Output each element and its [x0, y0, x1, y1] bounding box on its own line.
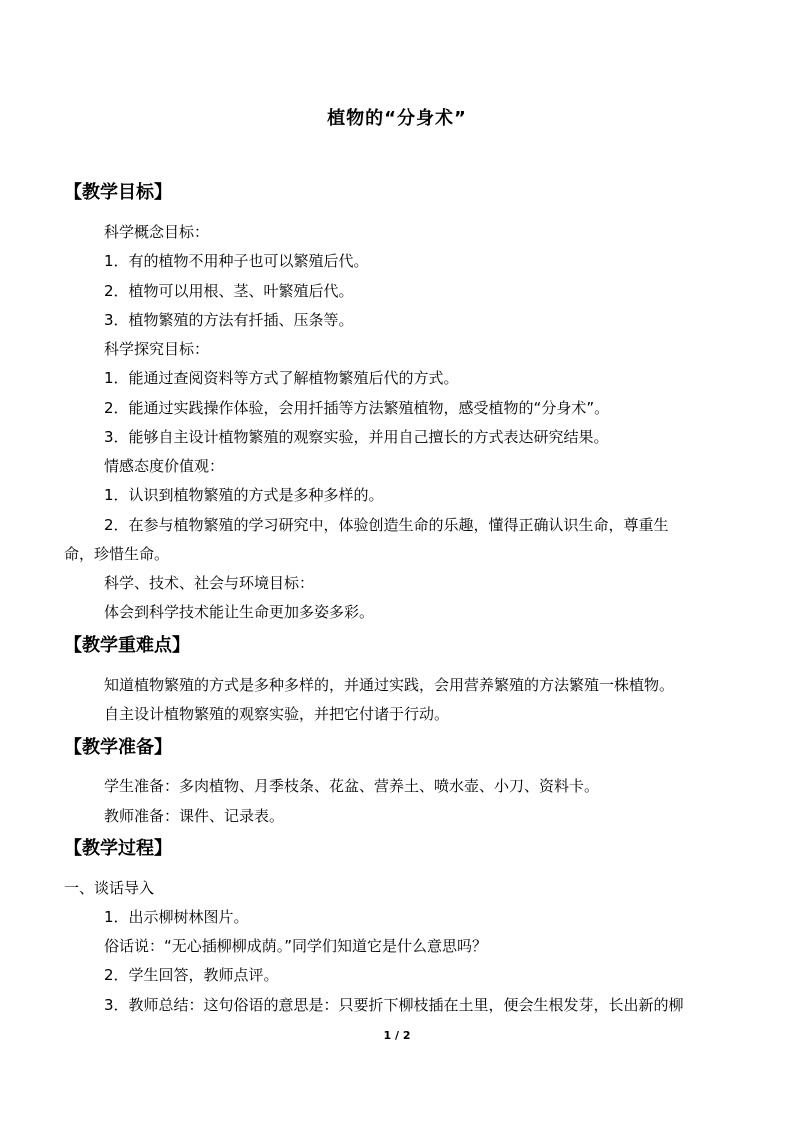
objectives-line: 科学概念目标： — [104, 223, 210, 241]
objectives-line: 科学、技术、社会与环境目标： — [104, 574, 315, 592]
objectives-line: 1．有的植物不用种子也可以繁殖后代。 — [104, 252, 369, 270]
objectives-line: 3．能够自主设计植物繁殖的观察实验，并用自己擅长的方式表达研究结果。 — [104, 428, 609, 446]
objectives-line: 2．植物可以用根、茎、叶繁殖后代。 — [104, 282, 354, 300]
document-title: 植物的“分身术” — [327, 108, 467, 129]
section-heading-objectives: 【教学目标】 — [64, 182, 172, 203]
preparation-line: 学生准备：多肉植物、月季枝条、花盆、营养土、喷水壶、小刀、资料卡。 — [104, 777, 600, 795]
process-line: 1．出示柳树林图片。 — [104, 908, 249, 926]
objectives-line: 情感态度价值观： — [104, 457, 225, 475]
objectives-line: 科学探究目标： — [104, 340, 210, 358]
objectives-line: 2．在参与植物繁殖的学习研究中，体验创造生命的乐趣，懂得正确认识生命，尊重生 — [104, 516, 669, 534]
key-points-line: 知道植物繁殖的方式是多种多样的，并通过实践，会用营养繁殖的方法繁殖一株植物。 — [104, 676, 675, 694]
process-line: 3．教师总结：这句俗语的意思是：只要折下柳枝插在土里，便会生根发芽，长出新的柳 — [104, 996, 684, 1014]
objectives-line: 1．能通过查阅资料等方式了解植物繁殖后代的方式。 — [104, 369, 459, 387]
objectives-line: 1．认识到植物繁殖的方式是多种多样的。 — [104, 486, 384, 504]
section-heading-preparation: 【教学准备】 — [64, 737, 172, 758]
page-number: 1 / 2 — [383, 1029, 411, 1042]
section-heading-process: 【教学过程】 — [64, 838, 172, 859]
objectives-line: 体会到科学技术能让生命更加多姿多彩。 — [104, 603, 375, 621]
preparation-line: 教师准备：课件、记录表。 — [104, 807, 285, 825]
key-points-line: 自主设计植物繁殖的观察实验，并把它付诸于行动。 — [104, 705, 450, 723]
process-line: 一、谈话导入 — [64, 879, 155, 897]
objectives-line: 2．能通过实践操作体验，会用扦插等方法繁殖植物，感受植物的“分身术”。 — [104, 399, 610, 417]
objectives-line: 命，珍惜生命。 — [64, 545, 170, 563]
process-line: 俗话说：“无心插柳柳成荫。”同学们知道它是什么意思吗？ — [104, 937, 488, 955]
process-line: 2．学生回答，教师点评。 — [104, 966, 279, 984]
section-heading-key-points: 【教学重难点】 — [64, 635, 190, 656]
objectives-line: 3．植物繁殖的方法有扦插、压条等。 — [104, 311, 354, 329]
